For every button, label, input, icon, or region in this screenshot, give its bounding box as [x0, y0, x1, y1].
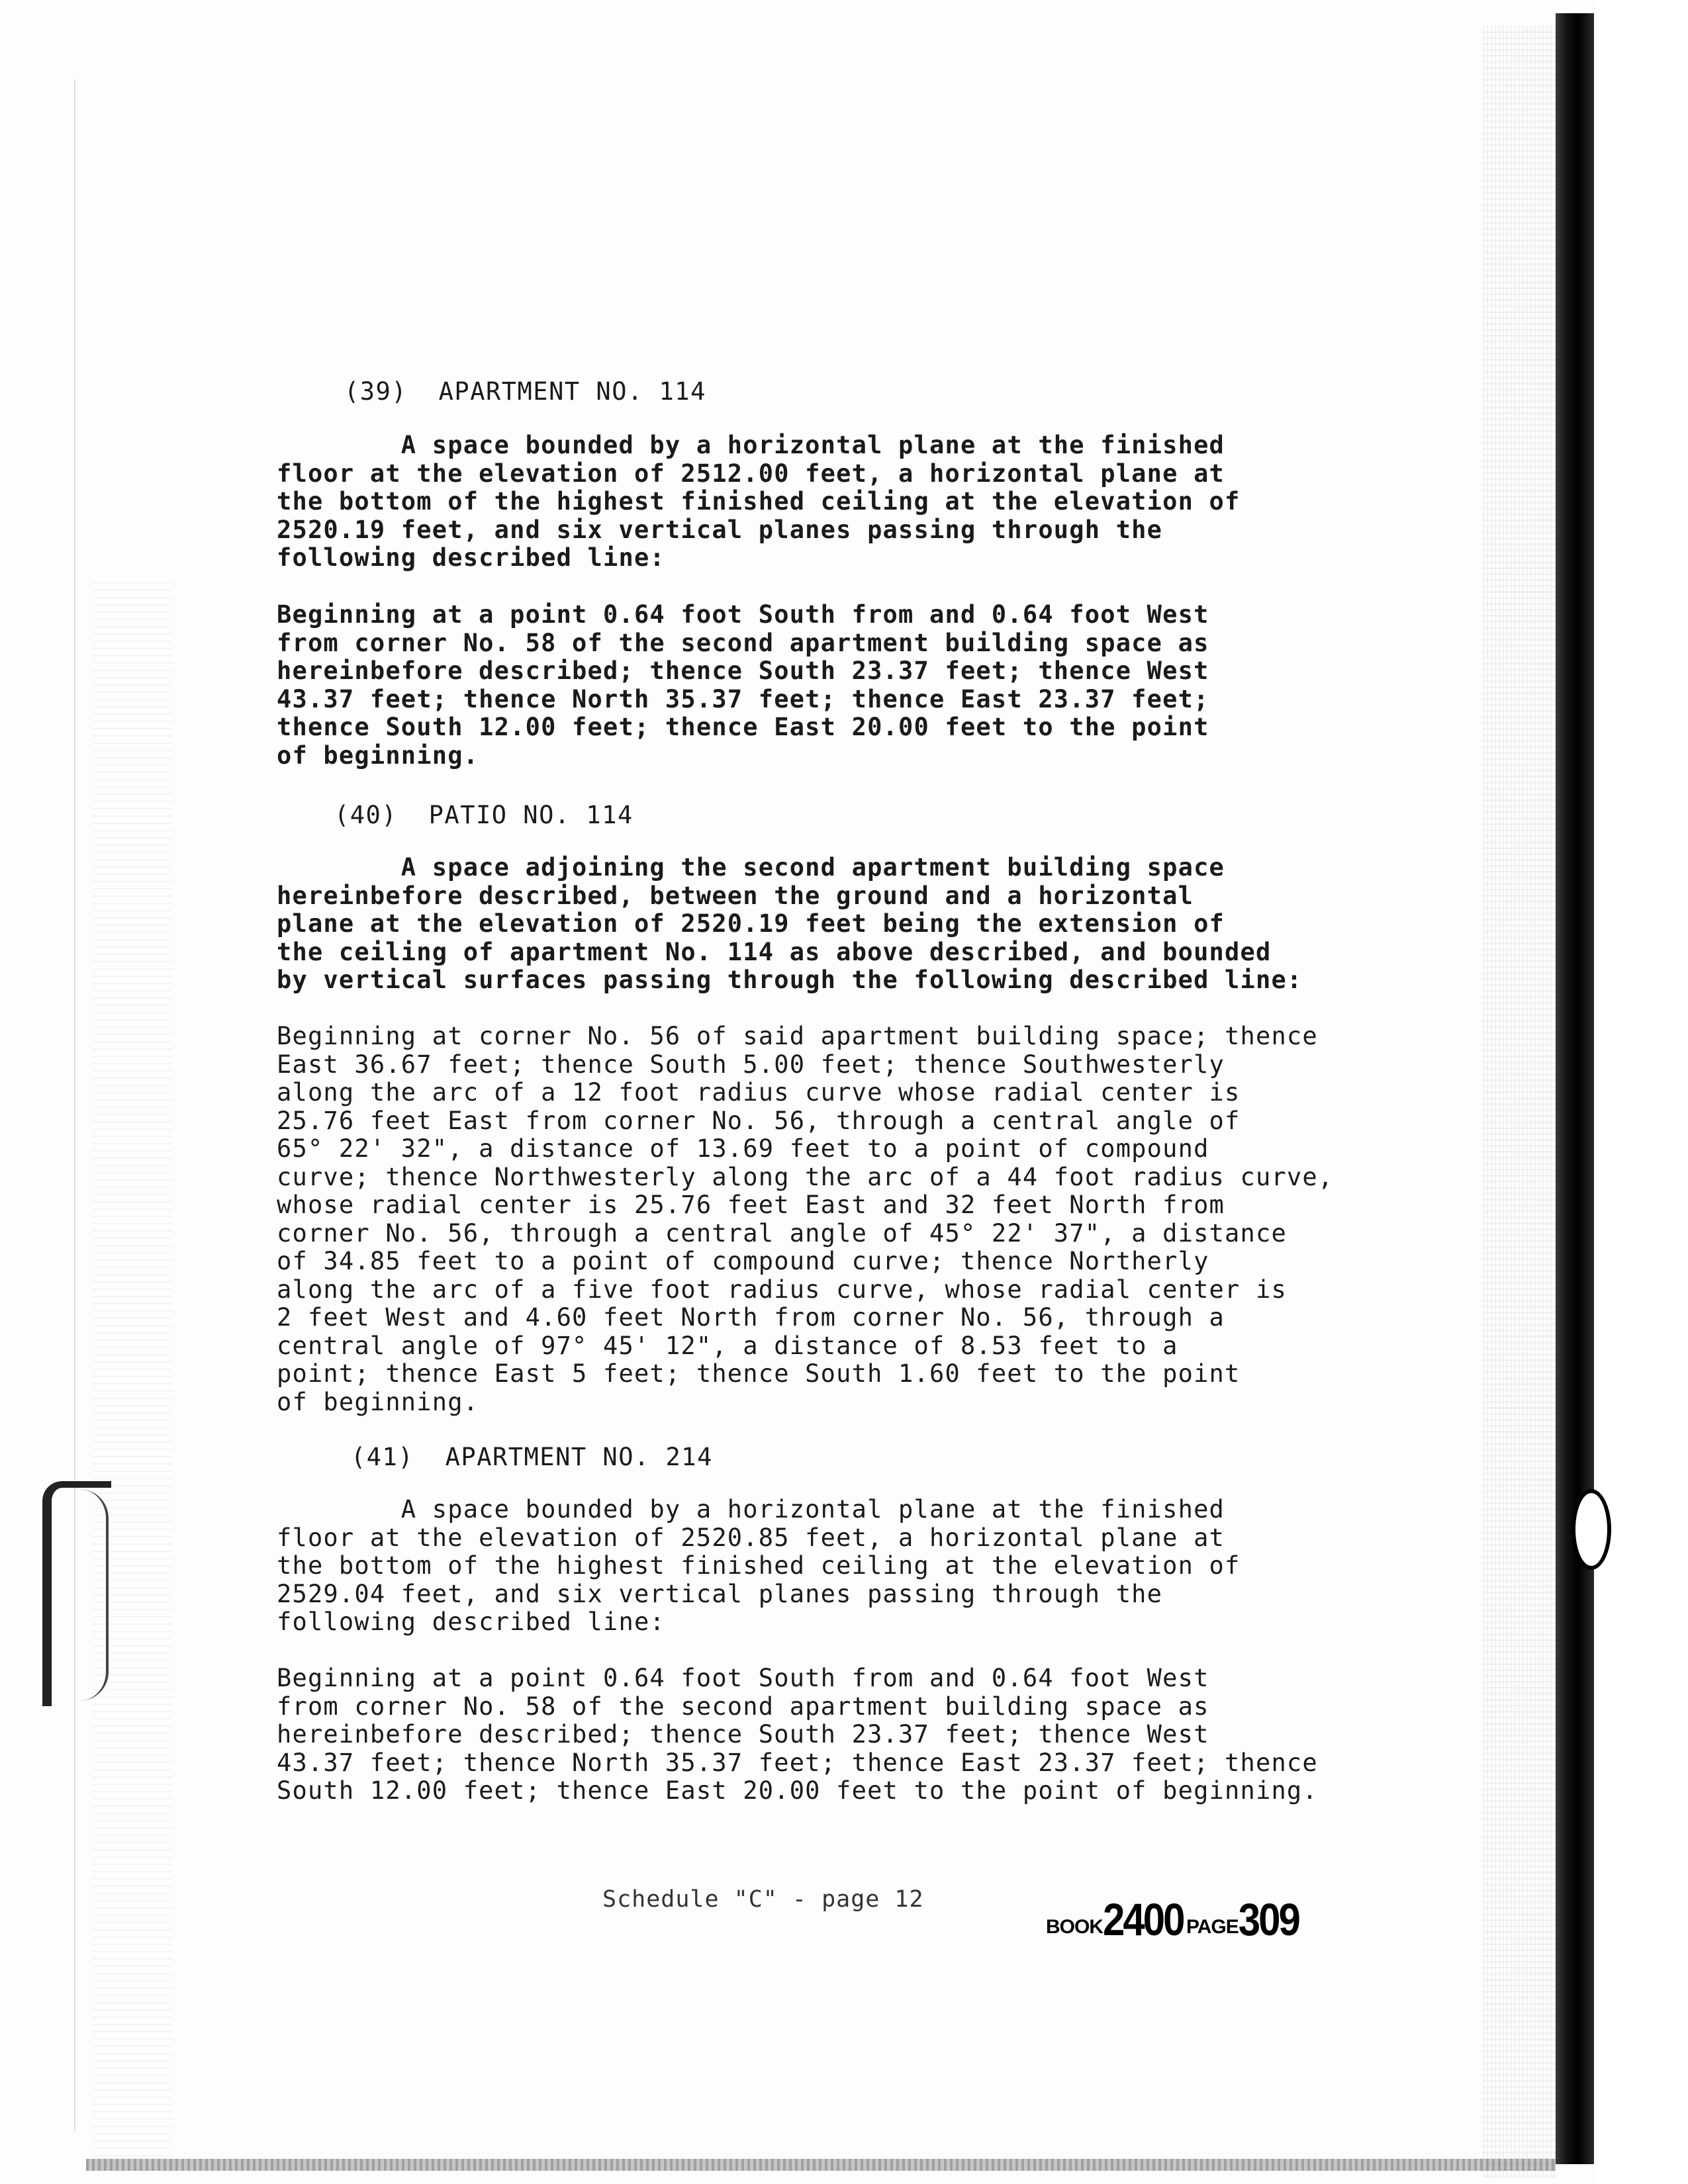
- book-number: 2400: [1103, 1893, 1184, 1946]
- section-41-heading: (41) APARTMENT NO. 214: [351, 1443, 713, 1471]
- text-line: of 34.85 feet to a point of compound curve; thence Northerly: [277, 1247, 1209, 1275]
- scan-edge-shadow: [1556, 13, 1594, 2164]
- text-line: hereinbefore described, between the ground and a horizontal: [277, 881, 1194, 910]
- section-39-paragraph-1: [277, 432, 1241, 572]
- section-40-heading: (40) PATIO NO. 114: [334, 801, 633, 829]
- text-line: A space bounded by a horizontal plane at the finished: [277, 1495, 1225, 1524]
- book-page-stamp: [1046, 1893, 1299, 1946]
- text-line: Beginning at corner No. 56 of said apartment building space; thence: [277, 1022, 1318, 1050]
- text-line: corner No. 56, through a central angle of 45° 22' 37", a distance: [277, 1218, 1287, 1248]
- scan-margin-right: [1594, 0, 1688, 2184]
- text-line: floor at the elevation of 2520.85 feet, a horizontal plane at: [277, 1523, 1225, 1552]
- text-line: Beginning at a point 0.64 foot South from and 0.64 foot West: [277, 1664, 1209, 1692]
- scan-bottom-edge: [86, 2159, 1556, 2171]
- text-line: central angle of 97° 45' 12", a distance of 8.53 feet to a: [277, 1331, 1178, 1360]
- text-line: hereinbefore described; thence South 23.37 feet; thence West: [277, 657, 1209, 685]
- text-line: whose radial center is 25.76 feet East and 32 feet North from: [277, 1191, 1225, 1219]
- text-line: 65° 22' 32", a distance of 13.69 feet to a point of compound: [277, 1134, 1209, 1163]
- text-line: A space adjoining the second apartment building space: [277, 853, 1225, 882]
- text-line: from corner No. 58 of the second apartment building space as: [277, 628, 1209, 657]
- text-line: 43.37 feet; thence North 35.37 feet; thence East 23.37 feet; thence: [277, 1748, 1318, 1777]
- text-line: following described line:: [277, 543, 665, 572]
- text-line: along the arc of a 12 foot radius curve whose radial center is: [277, 1078, 1241, 1107]
- text-line: by vertical surfaces passing through the following described line:: [277, 966, 1303, 994]
- text-line: East 36.67 feet; thence South 5.00 feet; thence Southwesterly: [277, 1050, 1225, 1079]
- scan-speckle-left: [93, 582, 172, 2171]
- book-label: BOOK: [1046, 1916, 1103, 1938]
- text-line: A space bounded by a horizontal plane at the finished: [277, 431, 1225, 459]
- scan-bracket-inner: [79, 1489, 109, 1701]
- section-39-paragraph-2: [277, 601, 1209, 770]
- text-line: 25.76 feet East from corner No. 56, through a central angle of: [277, 1106, 1241, 1135]
- text-line: the bottom of the highest finished ceiling at the elevation of: [277, 487, 1241, 516]
- text-line: plane at the elevation of 2520.19 feet being the extension of: [277, 909, 1225, 938]
- text-line: of beginning.: [277, 1387, 479, 1416]
- text-line: of beginning.: [277, 741, 479, 770]
- text-line: along the arc of a five foot radius curve, whose radial center is: [277, 1275, 1287, 1304]
- text-line: floor at the elevation of 2512.00 feet, a horizontal plane at: [277, 459, 1225, 488]
- text-line: the bottom of the highest finished ceiling at the elevation of: [277, 1551, 1241, 1580]
- text-line: thence South 12.00 feet; thence East 20.00 feet to the point: [277, 713, 1209, 741]
- page-number: 309: [1238, 1893, 1299, 1946]
- text-line: hereinbefore described; thence South 23.37 feet; thence West: [277, 1720, 1209, 1749]
- text-line: from corner No. 58 of the second apartment building space as: [277, 1692, 1209, 1721]
- page-label: PAGE: [1186, 1916, 1239, 1938]
- section-39-heading: (39) APARTMENT NO. 114: [344, 377, 706, 406]
- section-40-paragraph-2: [277, 1023, 1333, 1416]
- text-line: curve; thence Northwesterly along the arc of a 44 foot radius curve,: [277, 1162, 1334, 1191]
- section-40-paragraph-1: [277, 854, 1302, 995]
- text-line: South 12.00 feet; thence East 20.00 feet to the point of beginning.: [277, 1776, 1318, 1805]
- scan-margin-line: [74, 79, 75, 2131]
- text-line: 2 feet West and 4.60 feet North from corner No. 56, through a: [277, 1303, 1225, 1332]
- scan-speckle-right: [1483, 26, 1556, 2177]
- text-line: 2520.19 feet, and six vertical planes passing through the: [277, 515, 1163, 544]
- schedule-page-footer: Schedule "C" - page 12: [602, 1886, 924, 1913]
- section-41-paragraph-2: [277, 1664, 1318, 1805]
- text-line: following described line:: [277, 1608, 665, 1636]
- text-line: point; thence East 5 feet; thence South 1.60 feet to the point: [277, 1359, 1241, 1388]
- binding-hole: [1571, 1489, 1611, 1570]
- text-line: 2529.04 feet, and six vertical planes passing through the: [277, 1579, 1163, 1608]
- section-41-paragraph-1: [277, 1496, 1241, 1637]
- text-line: 43.37 feet; thence North 35.37 feet; thence East 23.37 feet;: [277, 684, 1209, 713]
- text-line: the ceiling of apartment No. 114 as above described, and bounded: [277, 937, 1272, 966]
- text-line: Beginning at a point 0.64 foot South from and 0.64 foot West: [277, 600, 1209, 629]
